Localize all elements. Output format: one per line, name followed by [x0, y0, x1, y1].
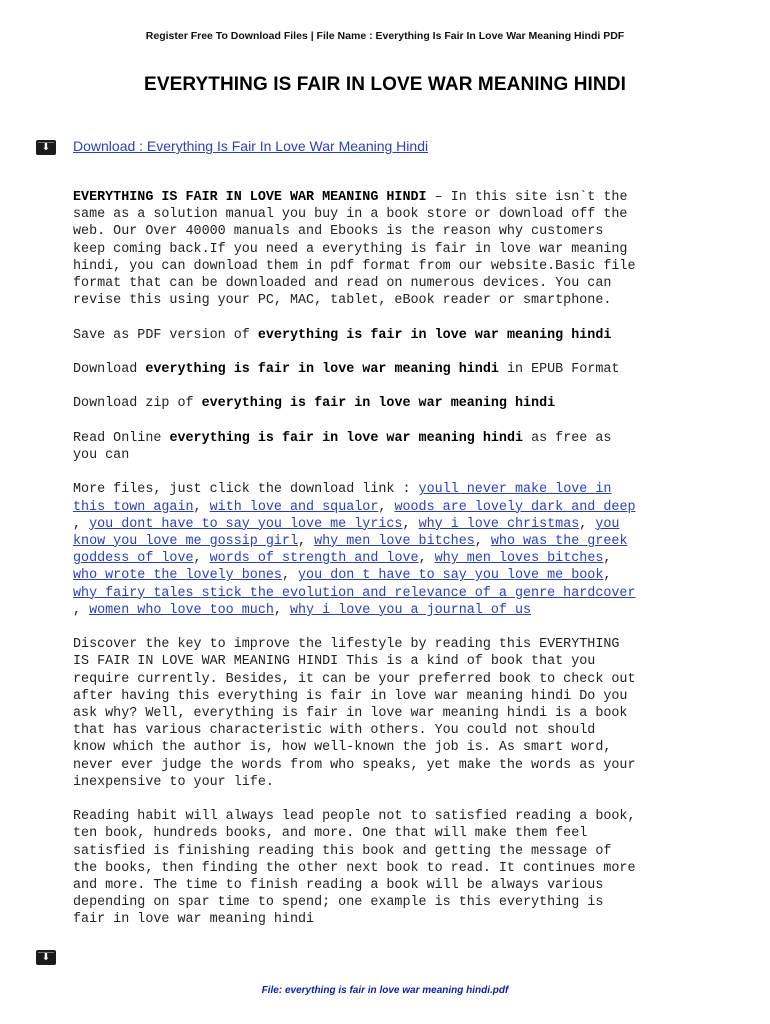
related-link[interactable]: you don t have to say you love me book [298, 568, 604, 584]
discover-line: know which the author is, how well-known the job is. As smart word, [73, 740, 612, 756]
intro-line: format that can be downloaded and read on numerous devices. You can [73, 276, 612, 292]
related-link[interactable]: you [595, 516, 620, 532]
related-link[interactable]: why men loves bitches [434, 551, 604, 567]
read-option-prefix: Read Online [73, 430, 162, 446]
related-link[interactable]: women who love too much [89, 602, 274, 618]
discover-line: ask why? Well, everything is fair in love war meaning hindi is a book [73, 706, 628, 721]
related-link[interactable]: woods are lovely dark and deep [394, 499, 636, 515]
intro-bold-lead: EVERYTHING IS FAIR IN LOVE WAR MEANING HINDI [73, 190, 427, 205]
discover-line: inexpensive to your life. [73, 774, 274, 790]
reading-line: satisfied is finishing reading this book and getting the message of [73, 843, 612, 859]
epub-option-title: everything is fair in love war meaning hindi [145, 362, 499, 377]
page-title: EVERYTHING IS FAIR IN LOVE WAR MEANING HINDI [144, 74, 626, 95]
zip-option-prefix: Download zip of [73, 396, 194, 412]
discover-line: never ever judge the words from who speaks, yet make the words as your [73, 757, 636, 773]
reading-line: and more. The time to finish reading a book will be always various [73, 878, 604, 894]
intro-line: web. Our Over 40000 manuals and Ebooks is the reason why customers [73, 224, 604, 240]
intro-line: – In this site isn`t the [434, 190, 628, 205]
intro-line: same as a solution manual you buy in a book store or download off the [73, 207, 628, 223]
read-online-option [73, 430, 733, 464]
epub-option-prefix: Download [73, 362, 138, 377]
related-link[interactable]: who wrote the lovely bones [73, 568, 282, 584]
reading-line: Reading habit will always lead people not to satisfied reading a book, [73, 809, 636, 825]
related-link[interactable]: goddess of love [73, 551, 194, 567]
page-header: Register Free To Download Files | File Name : Everything Is Fair In Love War Meaning Hindi PDF [145, 30, 625, 42]
zip-option [73, 395, 733, 412]
page-footer: File: everything is fair in love war meaning hindi.pdf [261, 985, 509, 996]
pdf-option-title: everything is fair in love war meaning hindi [257, 327, 612, 343]
discover-line: IS FAIR IN LOVE WAR MEANING HINDI This is a kind of book that you [73, 654, 596, 670]
intro-paragraph [73, 189, 733, 309]
download-link[interactable]: Download : Everything Is Fair In Love War Meaning Hindi [73, 138, 429, 154]
discover-line: require currently. Besides, it can be your preferred book to check out [73, 671, 636, 687]
intro-line: keep coming back.If you need a everything is fair in love war meaning [73, 241, 628, 257]
related-link[interactable]: with love and squalor [209, 499, 379, 515]
read-option-title: everything is fair in love war meaning hindi [169, 430, 524, 446]
intro-line: hindi, you can download them in pdf format from our website.Basic file [73, 258, 636, 274]
related-link[interactable]: why i love you a journal of us [289, 602, 532, 618]
reading-line: fair in love war meaning hindi [73, 912, 315, 928]
related-link[interactable]: why i love christmas [418, 516, 580, 532]
more-files-lead: More files, just click the download link : [73, 482, 411, 498]
download-icon[interactable]: ⬇ [36, 950, 56, 965]
discover-line: after having this everything is fair in love war meaning hindi Do you [73, 688, 628, 704]
intro-line: revise this using your PC, MAC, tablet, eBook reader or smartphone. [73, 293, 612, 309]
epub-option-suffix: in EPUB Format [506, 362, 620, 377]
discover-line: Discover the key to improve the lifestyle by reading this EVERYTHING [73, 637, 620, 653]
related-link[interactable]: why men love bitches [314, 533, 475, 549]
related-link[interactable]: words of strength and love [209, 551, 419, 567]
reading-line: ten book, hundreds books, and more. One that will make them feel [73, 826, 588, 842]
zip-option-title: everything is fair in love war meaning hindi [201, 396, 556, 412]
related-link[interactable]: you dont have to say you love me lyrics [89, 516, 403, 532]
discover-paragraph [73, 636, 733, 791]
related-link[interactable]: youll never make love in [418, 482, 612, 498]
related-link[interactable]: know you love me gossip girl [73, 533, 298, 549]
reading-line: the books, then finding the other next book to read. It continues more [73, 860, 636, 876]
read-option-suffix: as free as [531, 430, 612, 446]
pdf-option-prefix: Save as PDF version of [73, 327, 250, 343]
epub-option [73, 361, 733, 378]
more-files-paragraph: More files, just click the download link : youll never make love in this town again, with love and squalor, woods are lovely dark and deep , you dont have to say you love me lyrics, why i love christmas, you know you love me gossip girl, why men love bitches, who was the greek goddess of love, words of strength and love, why men loves bitches, who wrote the lovely bones, you don t have to say you love me book, why fairy tales stick the evolution and relevance of a genre hardcover , women who love too much, why i love you a journal of us [73, 482, 636, 618]
download-icon[interactable]: ⬇ [36, 140, 56, 155]
reading-paragraph [73, 808, 733, 928]
reading-line: depending on spar time to spend; one example is this everything is [73, 895, 604, 911]
pdf-option [73, 327, 733, 344]
related-link[interactable]: who was the greek [490, 533, 628, 549]
discover-line: that has various characteristic with others. You could not should [73, 723, 596, 739]
read-option-line2: you can [73, 447, 130, 463]
document-body [73, 189, 733, 946]
related-link[interactable]: this town again [73, 499, 194, 515]
related-link[interactable]: why fairy tales stick the evolution and relevance of a genre hardcover [73, 585, 636, 601]
